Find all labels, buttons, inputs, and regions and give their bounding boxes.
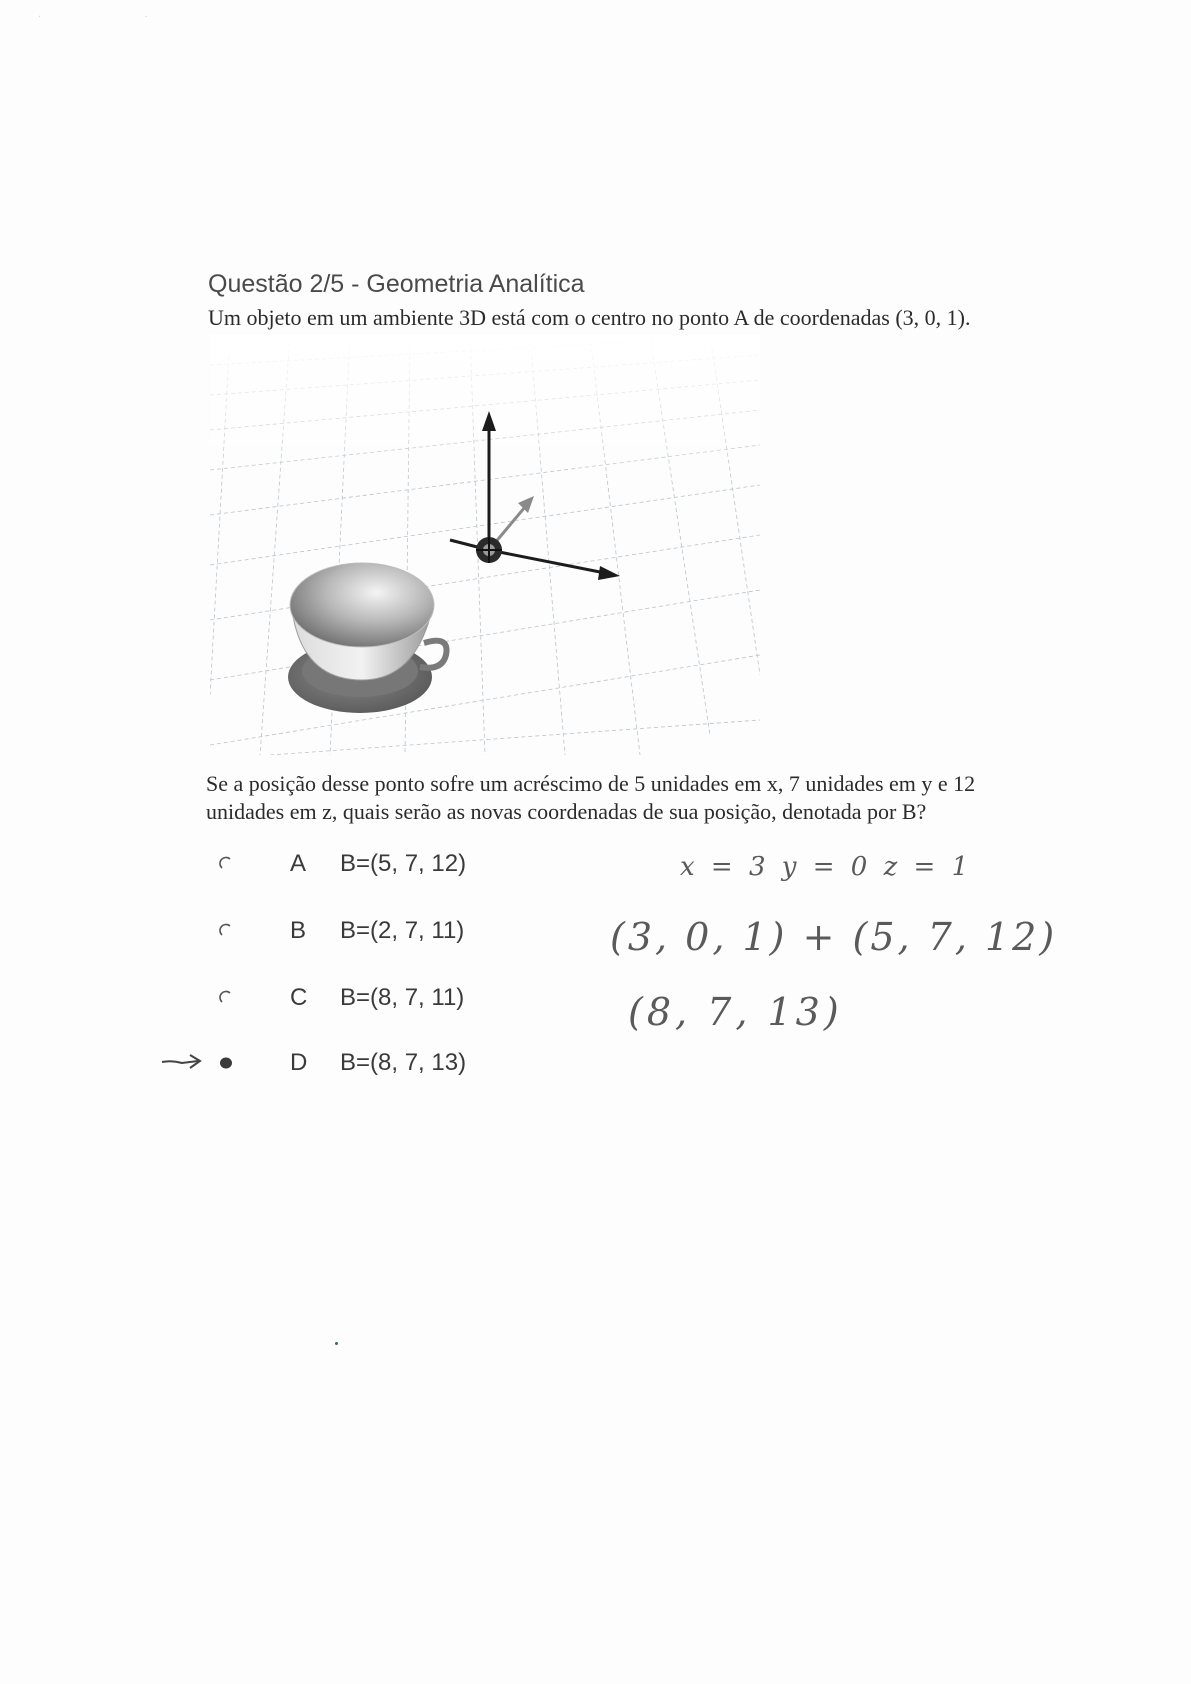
handwriting-line-1: x = 3 y = 0 z = 1 bbox=[680, 852, 973, 882]
scan-noise: · · bbox=[38, 12, 198, 23]
option-value: B=(2, 7, 11) bbox=[340, 917, 465, 944]
option-letter: B bbox=[290, 917, 307, 944]
hand-arrow-icon bbox=[160, 1052, 210, 1072]
option-b[interactable] bbox=[218, 917, 538, 951]
option-letter: D bbox=[290, 1049, 308, 1076]
option-letter: A bbox=[290, 850, 307, 877]
option-value: B=(8, 7, 11) bbox=[340, 984, 465, 1011]
option-letter: C bbox=[290, 984, 308, 1011]
scan-speck bbox=[335, 1342, 338, 1345]
handwriting-line-3: (8, 7, 13) bbox=[628, 990, 843, 1034]
radio-empty-icon[interactable] bbox=[218, 856, 234, 872]
handwriting-line-2: (3, 0, 1) + (5, 7, 12) bbox=[610, 915, 1058, 959]
option-value: B=(5, 7, 12) bbox=[340, 850, 467, 877]
radio-empty-icon[interactable] bbox=[218, 990, 234, 1006]
option-d[interactable] bbox=[218, 1049, 538, 1083]
radio-filled-icon[interactable] bbox=[218, 1055, 234, 1071]
option-a[interactable] bbox=[218, 850, 538, 884]
option-c[interactable] bbox=[218, 984, 538, 1018]
question-body bbox=[206, 770, 1086, 826]
question-body-line-1: Se a posição desse ponto sofre um acréscimo de 5 unidades em x, 7 unidades em y e 12 bbox=[206, 771, 976, 796]
option-value: B=(8, 7, 13) bbox=[340, 1049, 467, 1076]
question-body-line-2: unidades em z, quais serão as novas coordenadas de sua posição, denotada por B? bbox=[206, 799, 927, 824]
question-intro: Um objeto em um ambiente 3D está com o centro no ponto A de coordenadas (3, 0, 1). bbox=[208, 305, 971, 330]
radio-empty-icon[interactable] bbox=[218, 923, 234, 939]
question-title: Questão 2/5 - Geometria Analítica bbox=[208, 270, 585, 298]
3d-scene-teacup-gizmo-icon bbox=[210, 335, 760, 755]
